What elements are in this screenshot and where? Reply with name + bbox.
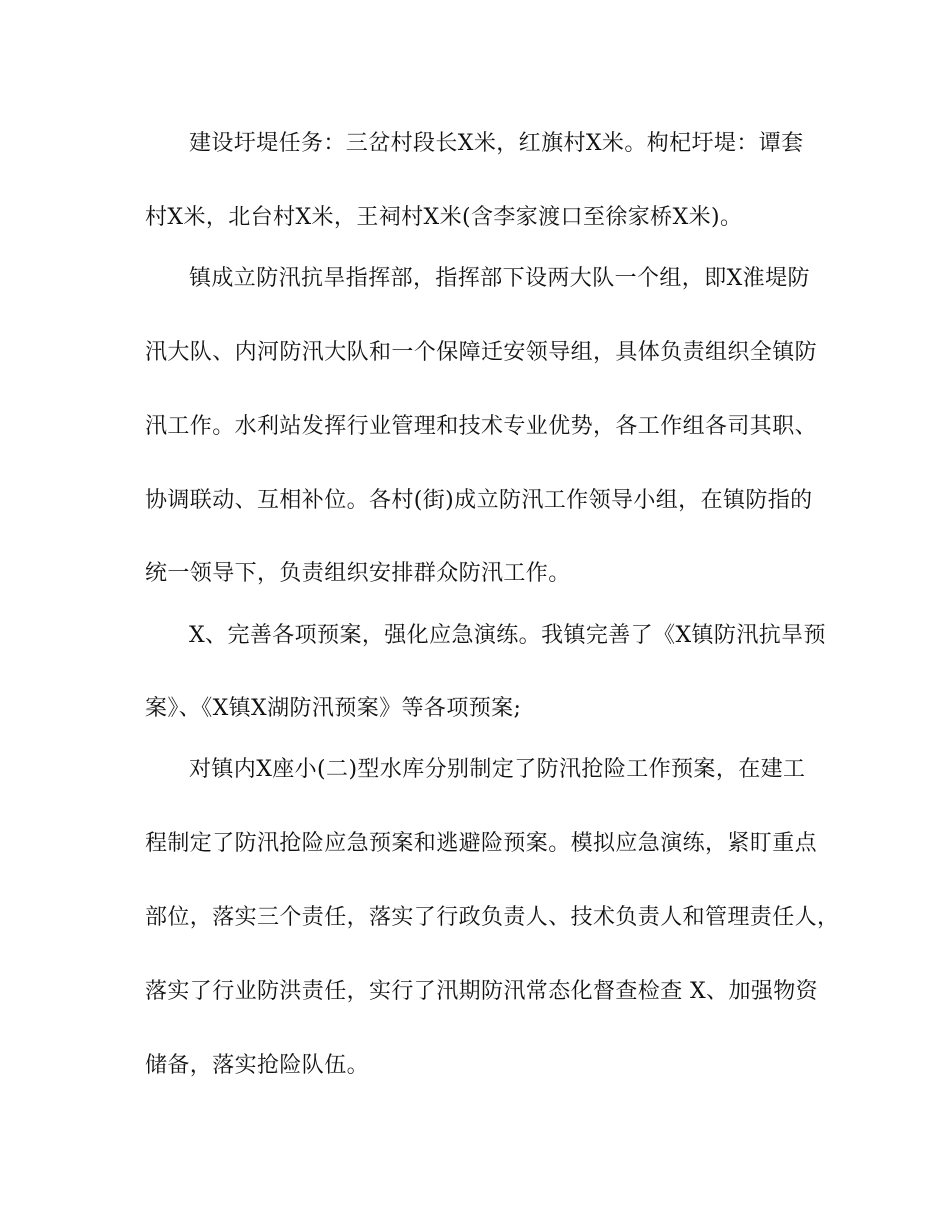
text-line-8: X、完善各项预案，强化应急演练。我镇完善了《X镇防汛抗旱预	[189, 623, 826, 648]
text-line-9: 案》、《X镇X湖防汛预案》等各项预案;	[145, 696, 522, 721]
text-line-3: 镇成立防汛抗旱指挥部，指挥部下设两大队一个组，即X淮堤防	[189, 266, 810, 291]
text-line-13: 落实了行业防洪责任，实行了汛期防汛常态化督查检查 X、加强物资	[145, 979, 819, 1004]
text-line-6: 协调联动、互相补位。各村(街)成立防汛工作领导小组，在镇防指的	[145, 488, 813, 513]
text-line-1: 建设圩堤任务：三岔村段长X米，红旗村X米。枸杞圩堤：谭套	[189, 131, 804, 156]
text-line-2: 村X米，北台村X米，王祠村X米(含李家渡口至徐家桥X米)。	[145, 205, 743, 230]
text-line-12: 部位，落实三个责任，落实了行政负责人、技术负责人和管理责任人，	[145, 905, 840, 930]
text-line-10: 对镇内X座小(二)型水库分别制定了防汛抢险工作预案，在建工	[189, 757, 806, 782]
text-line-7: 统一领导下，负责组织安排群众防汛工作。	[145, 561, 571, 586]
text-line-14: 储备，落实抢险队伍。	[145, 1053, 370, 1078]
text-line-4: 汛大队、内河防汛大队和一个保障迁安领导组，具体负责组织全镇防	[145, 340, 818, 365]
text-line-11: 程制定了防汛抢险应急预案和逃避险预案。模拟应急演练，紧盯重点	[145, 831, 818, 856]
text-line-5: 汛工作。水利站发挥行业管理和技术专业优势，各工作组各司其职、	[145, 414, 818, 439]
